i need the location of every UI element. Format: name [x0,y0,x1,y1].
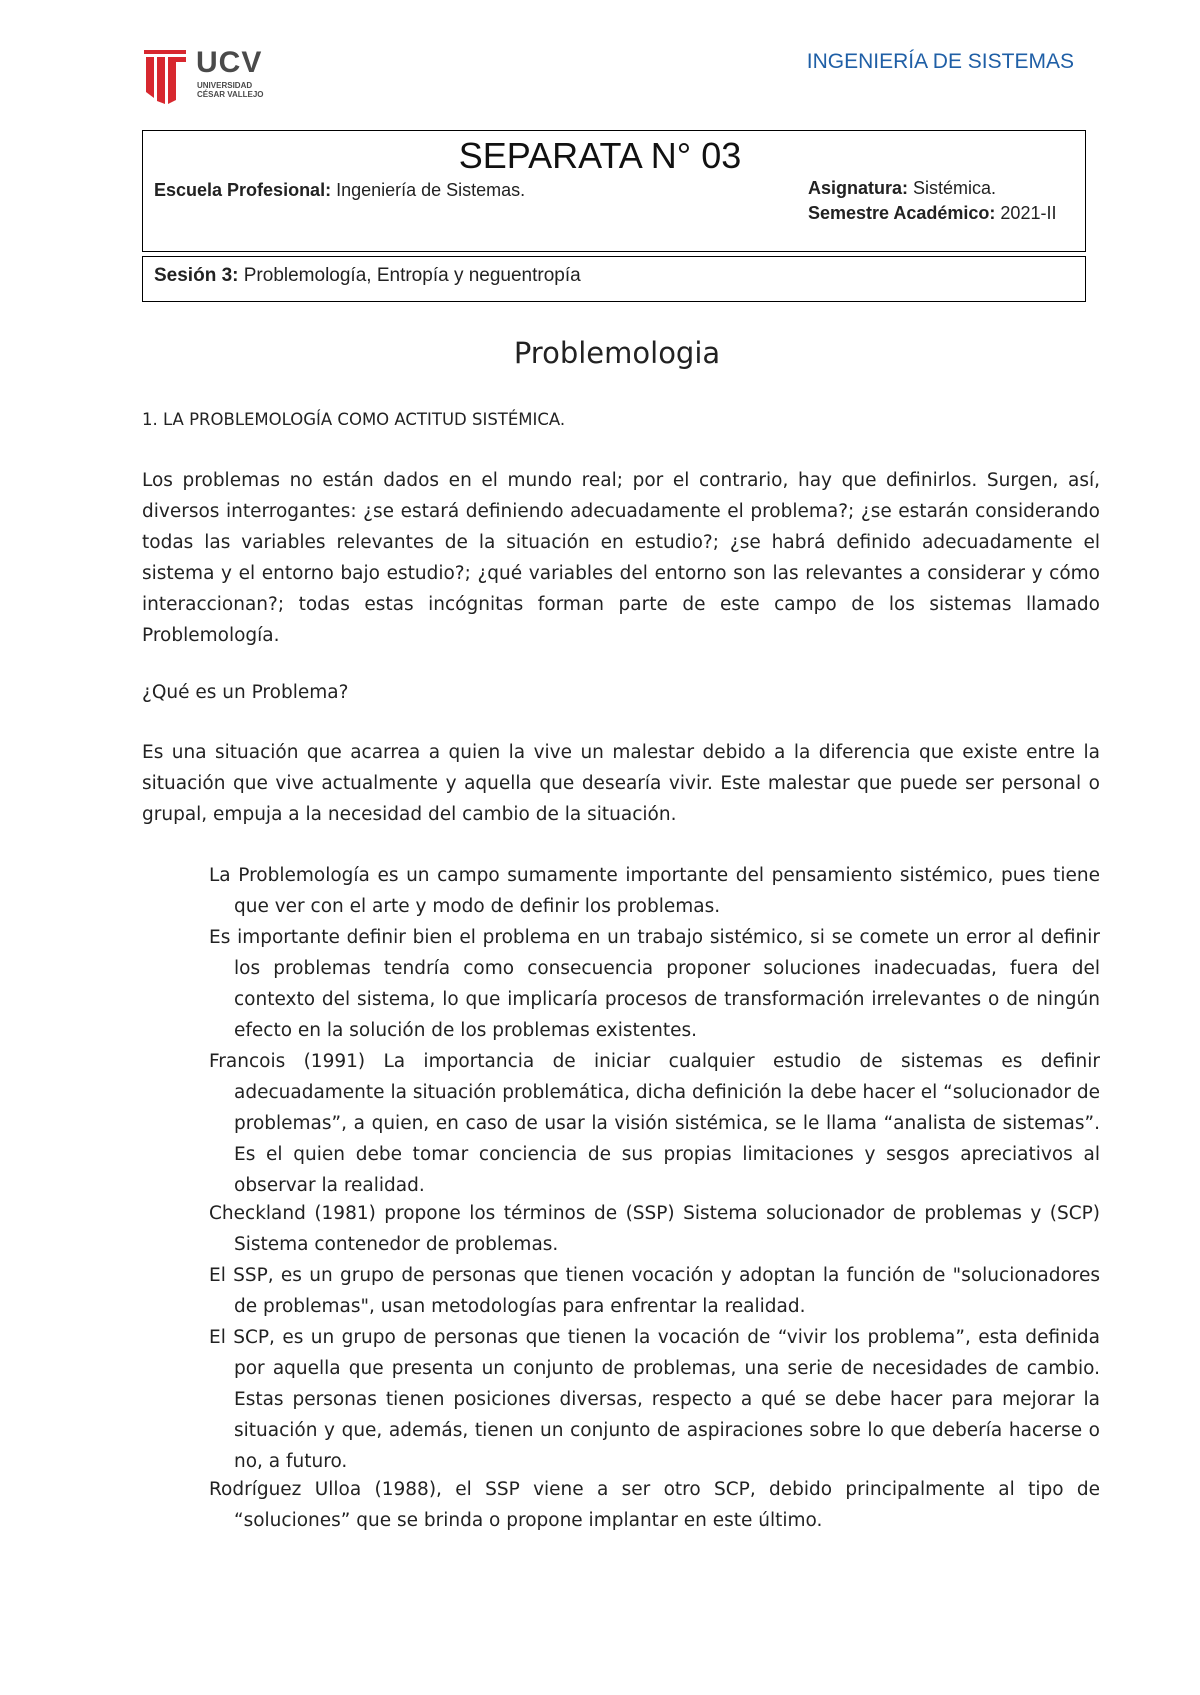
session-value: Problemología, Entropía y neguentropía [238,265,581,286]
semester-label: Semestre Académico: [808,203,996,223]
logo-line-1: UNIVERSIDAD [197,81,253,90]
semester-line [808,203,1056,224]
list-item: El SSP, es un grupo de personas que tienen vocación y adoptan la función de "solucionadores de problemas", usan metodologías para enfrentar la realidad. [209,1265,1100,1317]
list-item: Es importante definir bien el problema en un trabajo sistémico, si se comete un error al definir los problemas tendría como consecuencia proponer soluciones inadecuadas, fuera del contexto del sistema, lo que implicaría procesos de transformación irrelevantes o de ningún efecto en la solución de los problemas existentes. [209,927,1100,1041]
session-line [154,265,581,287]
ucv-logo [142,48,272,106]
school-value: Ingeniería de Sistemas. [331,180,526,200]
ucv-shield-icon [142,48,188,104]
paragraph-1: Los problemas no están dados en el mundo real; por el contrario, hay que definirlos. Surgen, así, diversos interrogantes: ¿se estará definiendo adecuadamente el problema?; ¿se estarán considerando todas las variables relevantes de la situación en estudio?; ¿se habrá definido adecuadamente el sistema y el entorno bajo estudio?; ¿qué variables del entorno son las relevantes a considerar y cómo interaccionan?; todas estas incógnitas forman parte de este campo de los sistemas llamado Problemología. [142,470,1100,646]
document-title: Problemologia [513,336,721,370]
list-item: El SCP, es un grupo de personas que tienen la vocación de “vivir los problema”, esta definida por aquella que presenta un conjunto de problemas, una serie de necesidades de cambio. Estas personas tienen posiciones diversas, respecto a qué se debe hacer para mejorar la situación y que, además, tienen un conjunto de aspiraciones sobre lo que debería hacerse o no, a futuro. [209,1327,1100,1472]
list-item: Rodríguez Ulloa (1988), el SSP viene a ser otro SCP, debido principalmente al tipo de “soluciones” que se brinda o propone implantar en este último. [209,1479,1100,1531]
paragraph-2: Es una situación que acarrea a quien la vive un malestar debido a la diferencia que existe entre la situación que vive actualmente y aquella que desearía vivir. Este malestar que puede ser personal o grupal, empuja a la necesidad del cambio de la situación. [142,742,1100,825]
subject-label: Asignatura: [808,178,909,198]
list-item: Francois (1991) La importancia de iniciar cualquier estudio de sistemas es definir adecuadamente la situación problemática, dicha definición la debe hacer el “solucionador de problemas”, a quien, en caso de usar la visión sistémica, se le llama “analista de sistemas”. Es el quien debe tomar conciencia de sus propias limitaciones y sesgos apreciativos al observar la realidad. [209,1051,1100,1196]
list-item: La Problemología es un campo sumamente importante del pensamiento sistémico, pues tiene que ver con el arte y modo de definir los problemas. [209,865,1100,917]
separata-title: SEPARATA N° 03 [458,135,742,176]
department-title: INGENIERÍA DE SISTEMAS [806,50,1074,73]
logo-line-2: CÉSAR VALLEJO [197,90,264,99]
school-line [154,180,525,201]
school-label: Escuela Profesional: [154,180,332,200]
question-heading: ¿Qué es un Problema? [142,682,349,703]
semester-value: 2021-II [995,203,1057,223]
subject-line [808,178,996,199]
session-label: Sesión 3: [154,265,239,286]
list-item: Checkland (1981) propone los términos de (SSP) Sistema solucionador de problemas y (SCP) Sistema contenedor de problemas. [209,1203,1100,1255]
logo-abbrev: UCV [196,46,263,79]
subject-value: Sistémica. [908,178,997,198]
section-heading: 1. LA PROBLEMOLOGÍA COMO ACTITUD SISTÉMICA. [142,410,566,429]
